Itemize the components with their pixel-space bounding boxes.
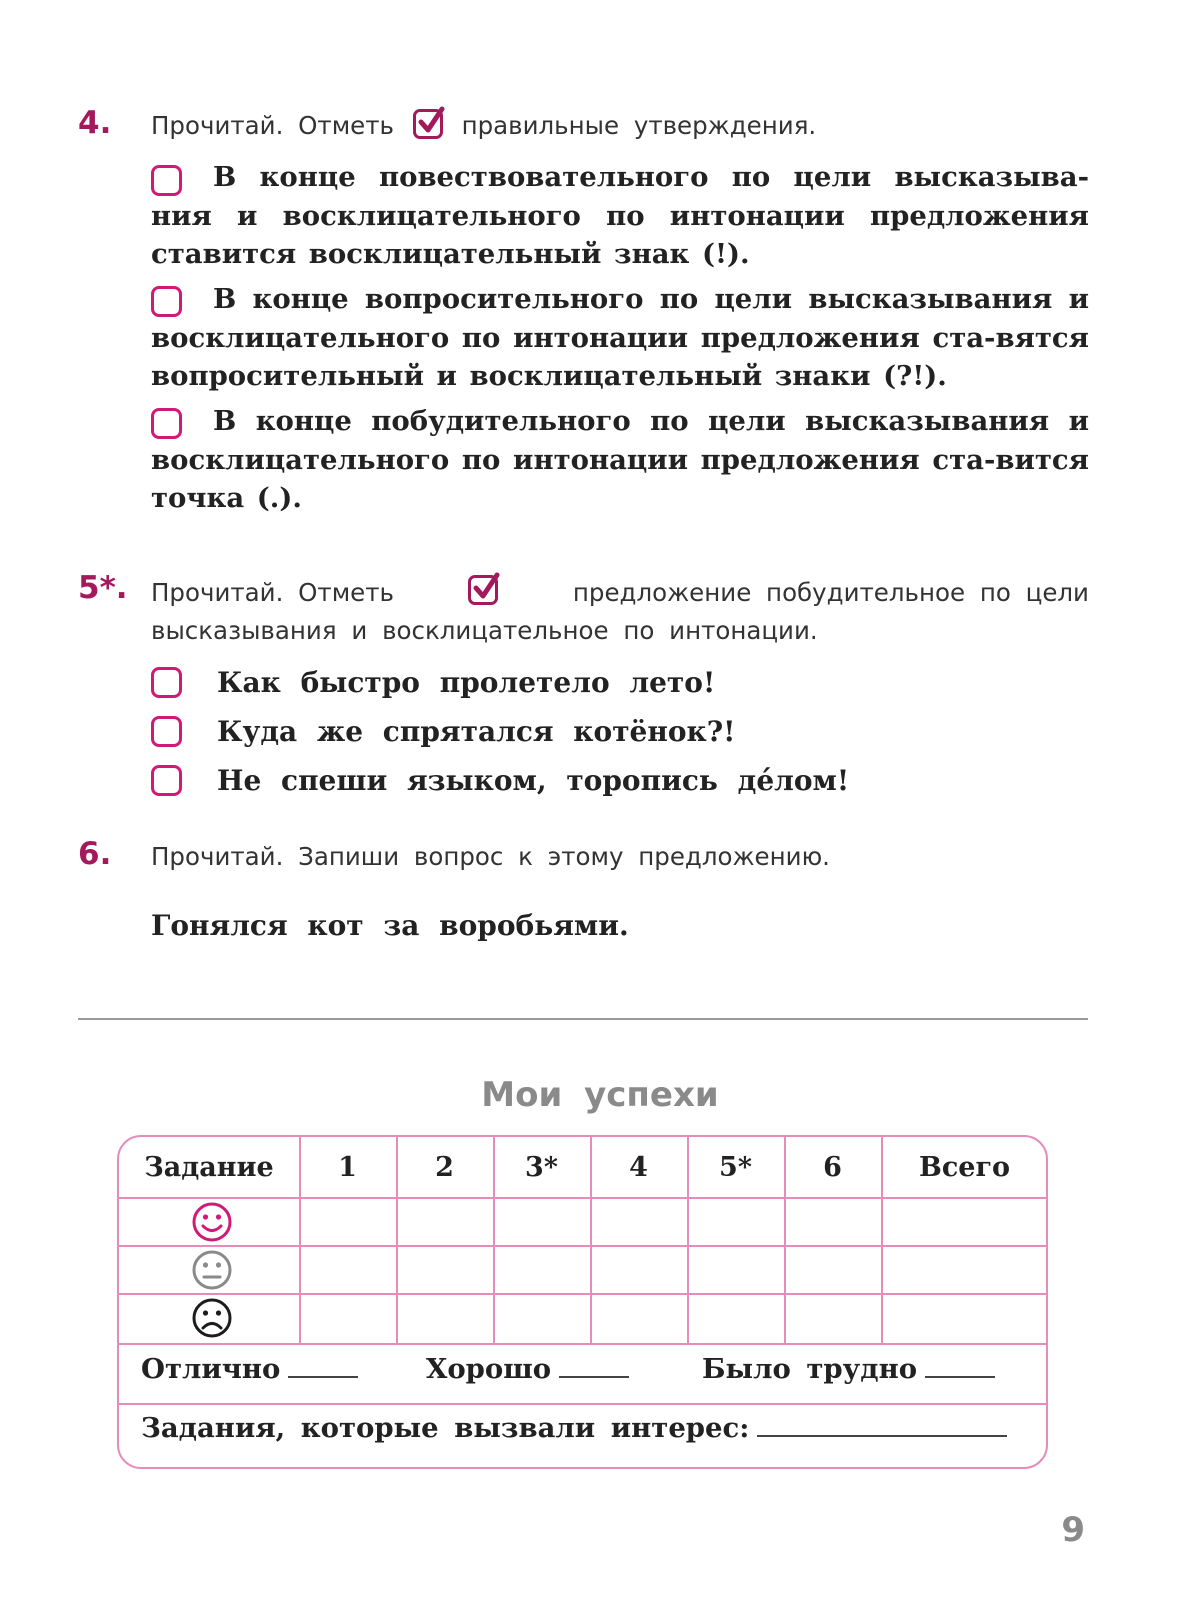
rating-excellent: Отлично <box>141 1353 358 1385</box>
task-number: 4. <box>78 105 112 141</box>
sad-face-icon <box>191 1297 233 1339</box>
task-instruction: Прочитай. Отметь предложение побудительное по цели высказывания и восклицательное по интонации. <box>151 574 1089 650</box>
sentence-checkbox[interactable] <box>151 716 182 747</box>
rating-good: Хорошо <box>426 1353 629 1385</box>
statement-text: В конце вопросительного по цели высказывания и восклицательного по интонации предложения ста-вятся вопросительный и восклицательный знаки (?!). <box>151 283 1090 392</box>
success-title: Мои успехи <box>481 1075 719 1115</box>
task-sentence: Гонялся кот за воробьями. <box>151 909 629 942</box>
checkmark-icon <box>413 109 443 139</box>
sentence-checkbox[interactable] <box>151 765 182 796</box>
statement-text: В конце повествовательного по цели высказыва- ния и восклицательного по интонации предложения ставится восклицательный знак (!). <box>151 161 1089 270</box>
header-4: 4 <box>629 1152 648 1183</box>
header-1: 1 <box>338 1152 357 1183</box>
rating-blank[interactable] <box>288 1376 358 1378</box>
task-instruction: Прочитай. Отметь правильные утверждения. <box>151 111 817 140</box>
sentence-option: Не спеши языком, торопись де́лом! <box>217 764 850 797</box>
statement-text: В конце побудительного по цели высказывания и восклицательного по интонации предложения ста-вится точка (.). <box>151 405 1089 514</box>
interest-row: Задания, которые вызвали интерес: <box>141 1412 1007 1444</box>
task-6 <box>78 836 1088 946</box>
task-number: 6. <box>78 836 112 872</box>
sentence-checkbox[interactable] <box>151 667 182 698</box>
checkmark-icon <box>468 575 498 605</box>
rating-hard: Было трудно <box>702 1353 995 1385</box>
header-6: 6 <box>823 1152 842 1183</box>
task-number: 5*. <box>78 570 128 606</box>
task-4 <box>78 103 1088 533</box>
smiling-face-icon <box>191 1201 233 1243</box>
header-task: Задание <box>144 1152 274 1183</box>
header-5: 5* <box>719 1152 752 1183</box>
neutral-face-icon <box>191 1249 233 1291</box>
sentence-option: Куда же спрятался котёнок?! <box>217 715 736 748</box>
rating-blank[interactable] <box>925 1376 995 1378</box>
success-table <box>117 1135 1048 1469</box>
divider <box>78 1018 1088 1020</box>
task-5 <box>78 570 1088 810</box>
sentence-option: Как быстро пролетело лето! <box>217 666 716 699</box>
rating-blank[interactable] <box>559 1376 629 1378</box>
header-3: 3* <box>525 1152 558 1183</box>
interest-blank[interactable] <box>757 1435 1007 1437</box>
header-total: Всего <box>919 1152 1010 1183</box>
page-number: 9 <box>1061 1510 1085 1550</box>
header-2: 2 <box>435 1152 454 1183</box>
task-instruction: Прочитай. Запиши вопрос к этому предложению. <box>151 842 830 871</box>
